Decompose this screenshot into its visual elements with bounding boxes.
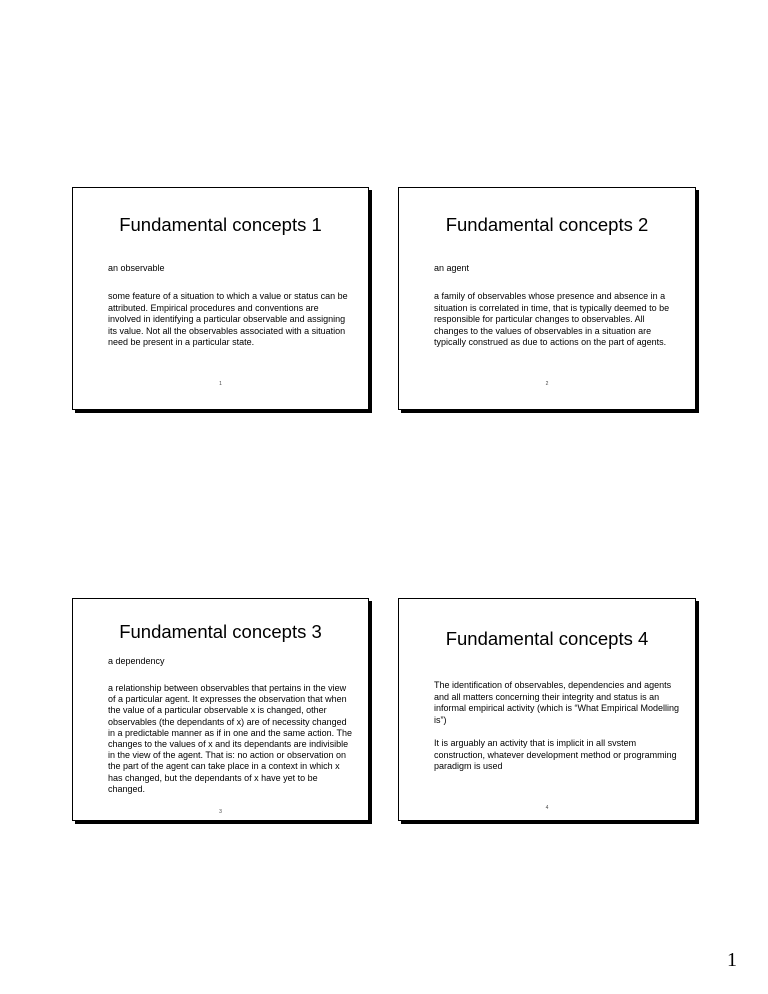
slide-body: The identification of observables, dependencies and agents and all matters concerning their integrity and status is an informal empirical activity (which is “What Empirical Modelling is”) (434, 680, 680, 725)
slide-4 (398, 598, 696, 821)
slide-number: 2 (545, 381, 549, 387)
slide-body: a family of observables whose presence and absence in a situation is correlated in time, that is typically deemed to be responsible for particular changes to observables. All changes to the values of observables in a situation are typically construed as due to actions on the part of agents. (434, 291, 670, 347)
slide-number: 4 (545, 805, 549, 811)
slide-title: Fundamental concepts 3 (119, 621, 322, 642)
slide-2 (398, 187, 696, 410)
page-number: 1 (727, 949, 737, 971)
slide-term: an observable (108, 263, 165, 273)
slide-3 (72, 598, 369, 821)
slide-body: a relationship between observables that pertains in the view of a particular agent. It expresses the observation that when the value of a particular observable x is changed, other observables (the dependants of x) are of necessity changed in a predictable manner as if in one and the same action. The changes to the values of x and its dependants are indivisible in the view of the agent. That is: no action or observation on the part of the agent can take place in a context in which x has changed, but the dependants of x have yet to be changed. (108, 683, 352, 794)
slide-body: some feature of a situation to which a value or status can be attributed. Empirical procedures and conventions are involved in identifying a particular observable and assigning its value. Not all the observables associated with a situation need be present in a particular state. (108, 291, 348, 347)
slide-number: 3 (219, 809, 222, 815)
slide-term: a dependency (108, 656, 165, 666)
slide-title: Fundamental concepts 1 (119, 214, 322, 235)
slide-number: 1 (219, 381, 222, 387)
slide-term: an agent (434, 263, 470, 273)
slide-1 (72, 187, 369, 410)
slide-title: Fundamental concepts 2 (445, 214, 649, 235)
slide-body-second-paragraph: It is arguably an activity that is implicit in all svstem construction, whatever development method or programming paradigm is used (434, 738, 677, 771)
slide-title: Fundamental concepts 4 (445, 628, 649, 649)
